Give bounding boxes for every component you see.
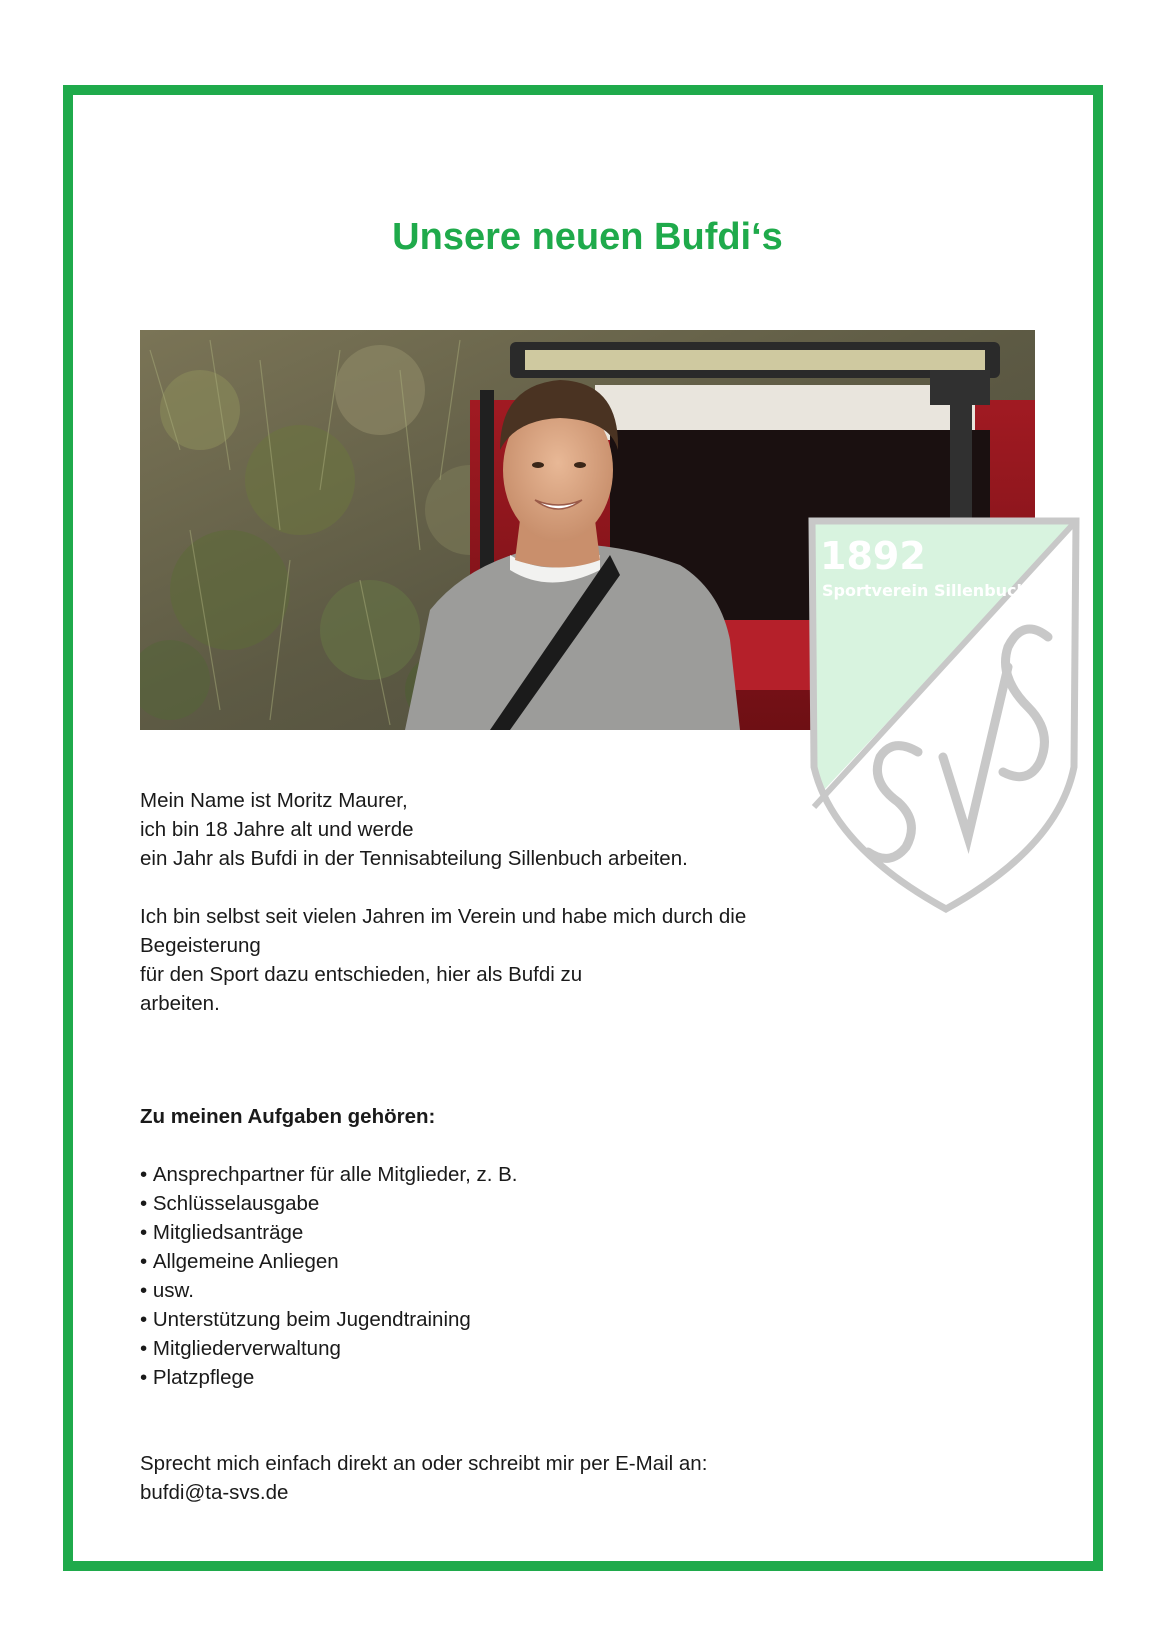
contact-text: Sprecht mich einfach direkt an oder schreibt mir per E-Mail an:	[140, 1452, 708, 1475]
contact-section	[140, 1449, 707, 1507]
list-item: • Allgemeine Anliegen	[140, 1247, 518, 1276]
intro-paragraph-2	[140, 902, 840, 1018]
page-title: Unsere neuen Bufdi‘s	[392, 216, 783, 258]
list-item: • usw.	[140, 1276, 518, 1305]
list-item: • Mitgliederverwaltung	[140, 1334, 518, 1363]
intro-section	[140, 786, 840, 1047]
tasks-heading: Zu meinen Aufgaben gehören:	[140, 1105, 436, 1128]
intro-line: Begeisterung	[140, 934, 261, 957]
list-item: • Platzpflege	[140, 1363, 518, 1392]
list-item: • Schlüsselausgabe	[140, 1189, 518, 1218]
list-item: • Unterstützung beim Jugendtraining	[140, 1305, 518, 1334]
svg-text:1892: 1892	[820, 534, 926, 578]
intro-line: Ich bin selbst seit vielen Jahren im Verein und habe mich durch die	[140, 905, 747, 928]
tasks-list	[140, 1160, 518, 1392]
svg-text:Sportverein Sillenbuch: Sportverein Sillenbuch	[822, 581, 1028, 600]
club-crest-logo	[808, 517, 1080, 913]
intro-line: für den Sport dazu entschieden, hier als Bufdi zu	[140, 963, 583, 986]
intro-paragraph-1	[140, 786, 840, 873]
intro-line: ich bin 18 Jahre alt und werde	[140, 818, 414, 841]
list-item: • Mitgliedsanträge	[140, 1218, 518, 1247]
list-item: • Ansprechpartner für alle Mitglieder, z. B.	[140, 1160, 518, 1189]
intro-line: ein Jahr als Bufdi in der Tennisabteilung Sillenbuch arbeiten.	[140, 847, 688, 870]
intro-line: Mein Name ist Moritz Maurer,	[140, 789, 408, 812]
intro-line: arbeiten.	[140, 992, 220, 1015]
contact-email[interactable]: bufdi@ta-svs.de	[140, 1481, 289, 1504]
